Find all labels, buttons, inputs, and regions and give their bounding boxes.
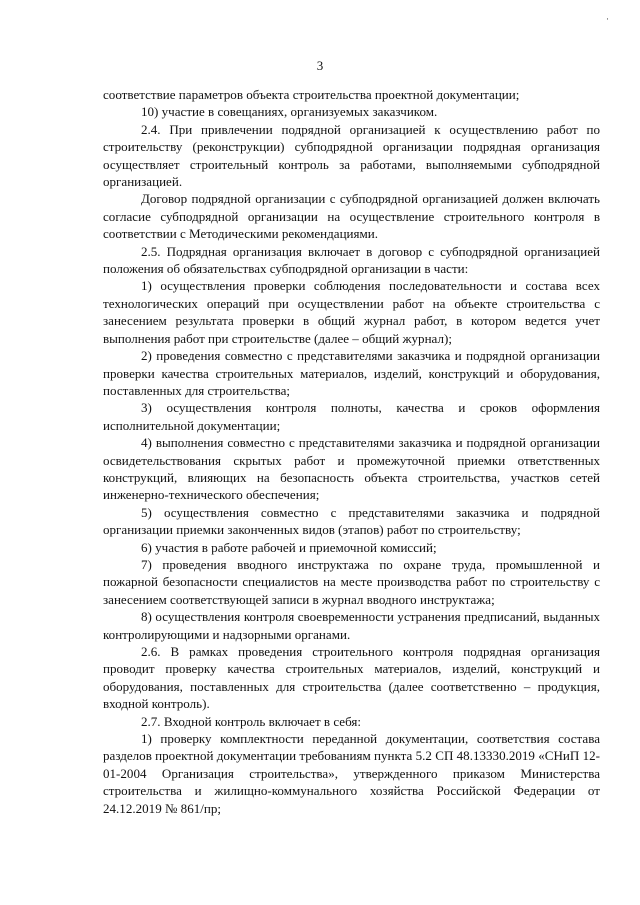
paragraph-2-5: 2.5. Подрядная организация включает в договор с субподрядной организацией положения об обязательствах субподрядной организации в части: [103, 243, 600, 277]
paragraph-2-4: 2.4. При привлечении подрядной организацией к осуществлению работ по строительству (реконструкции) субподрядной организации подрядная организация осуществляет строительный контроль за работами, выполняемыми субподрядной организацией. [103, 121, 600, 190]
paragraph-item-1: 1) осуществления проверки соблюдения последовательности и состава всех технологических операций при осуществлении работ на объекте строительства с занесением результата проверки в общий журнал работ, в котором ведется учет выполнения работ при строительстве (далее – общий журнал); [103, 278, 600, 346]
corner-mark: · [606, 14, 609, 24]
paragraph-item-8: 8) осуществления контроля своевременности устранения предписаний, выданных контролирующими и надзорными органами. [103, 609, 600, 642]
paragraph-item-6: 6) участия в работе рабочей и приемочной комиссий; [141, 539, 437, 555]
paragraph-item-5: 5) осуществления совместно с представителями заказчика и подрядной организации приемки законченных видов (этапов) работ по строительству; [103, 504, 600, 538]
paragraph-2-6: 2.6. В рамках проведения строительного контроля подрядная организация проводит проверку качества строительных материалов, изделий, конструкций и оборудования, поставленных для строительства (далее соответственно – продукция, входной контроль). [103, 644, 600, 712]
page-number: 3 [316, 58, 324, 73]
paragraph-item-4: 4) выполнения совместно с представителями заказчика и подрядной организации освидетельствования скрытых работ и промежуточной приемки ответственных конструкций, влияющих на безопасность объекта строительства, участков сетей инженерно-технического обеспечения; [103, 435, 600, 503]
paragraph-item-10: 10) участие в совещаниях, организуемых заказчиком. [141, 104, 438, 120]
paragraph-item-3: 3) осуществления контроля полноты, качества и сроков оформления исполнительной документации; [103, 400, 600, 433]
paragraph-subcontract-agreement: Договор подрядной организации с субподрядной организацией должен включать согласие субподрядной организации на осуществление строительного контроля в соответствии с Методическими рекомендациями. [103, 191, 600, 242]
paragraph-item-7: 7) проведения вводного инструктажа по охране труда, промышленной и пожарной безопасности специалистов на месте производства работ по строительству с занесением соответствующей записи в журнал вводного инструктажа; [103, 556, 600, 607]
paragraph-continuation: соответствие параметров объекта строительства проектной документации; [103, 87, 520, 102]
document-body [103, 86, 600, 817]
paragraph-2-7-item-1: 1) проверку комплектности переданной документации, соответствия состава разделов проектной документации требованиям пункта 5.2 СП 48.13330.2019 «СНиП 12-01-2004 Организация строительства», утвержденного приказом Министерства строительства и жилищно-коммунального хозяйства Российской Федерации от 24.12.2019 № 861/пр; [103, 731, 600, 816]
paragraph-2-7: 2.7. Входной контроль включает в себя: [141, 713, 362, 729]
paragraph-item-2: 2) проведения совместно с представителями заказчика и подрядной организации проверки качества строительных материалов, изделий, конструкций и оборудования, поставленных для строительства; [103, 348, 600, 398]
